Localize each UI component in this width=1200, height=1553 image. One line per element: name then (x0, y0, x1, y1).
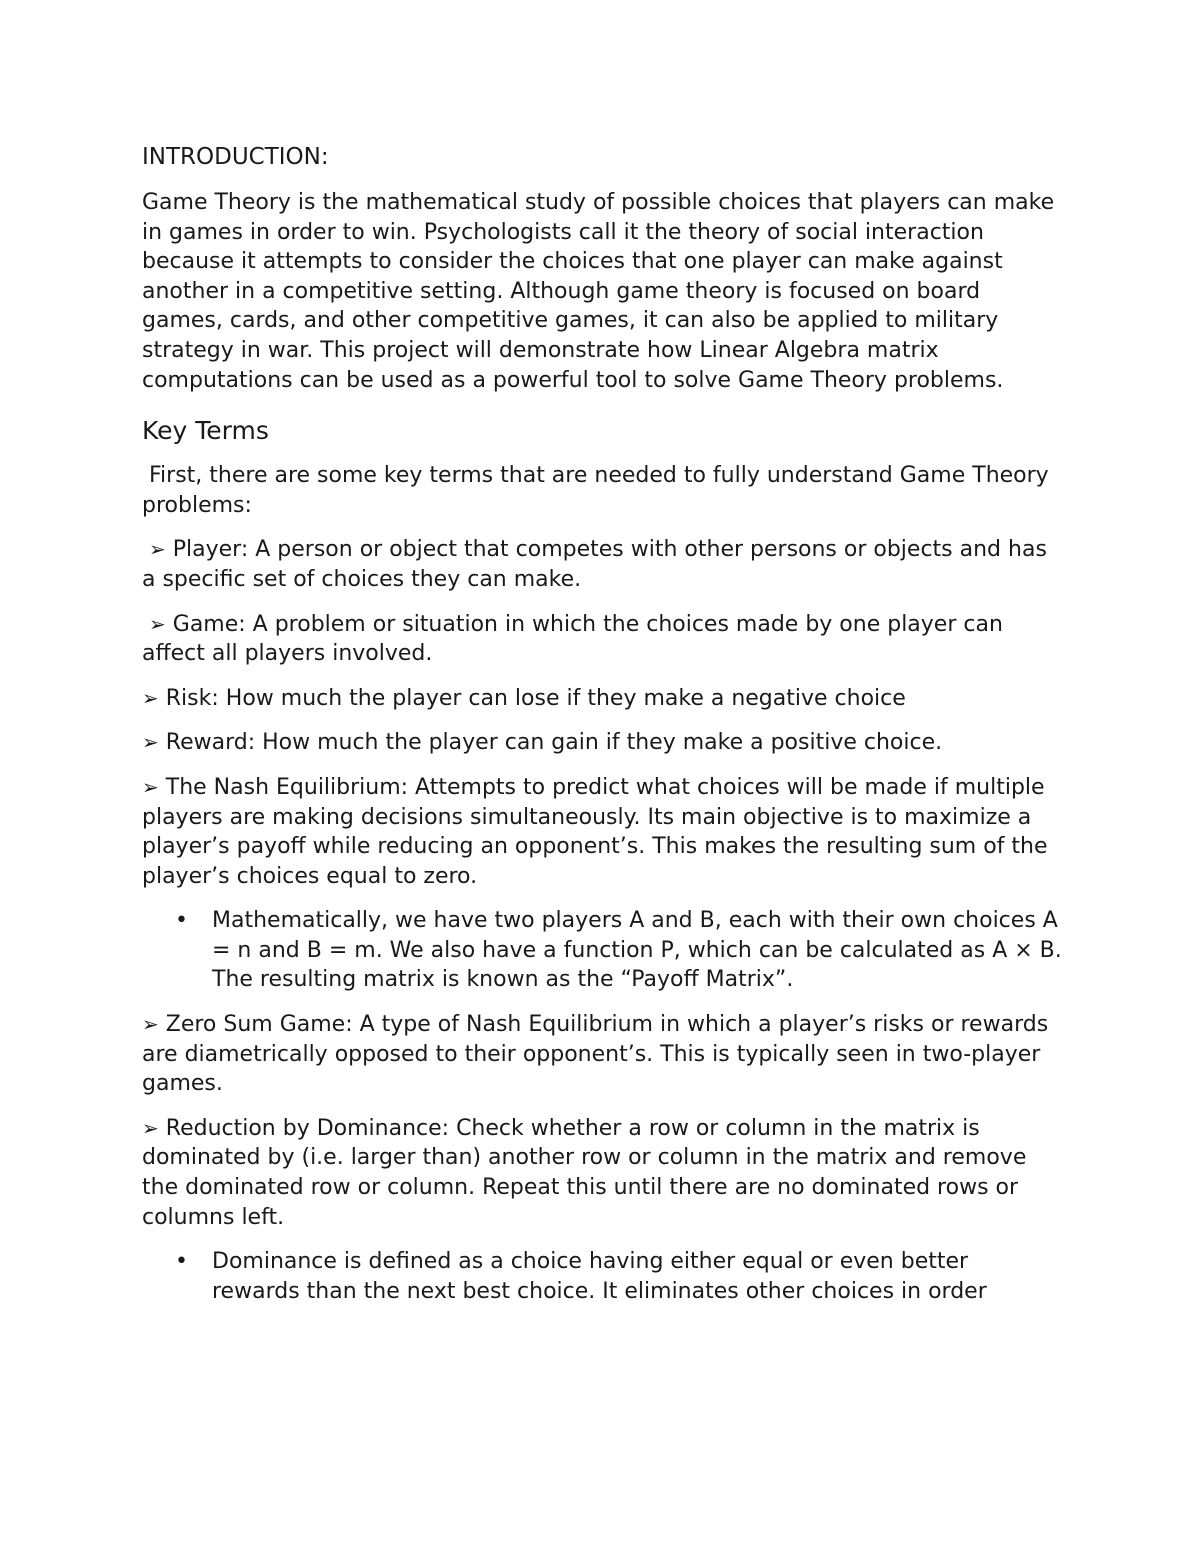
dominance-bullet-list (142, 1247, 1062, 1306)
document-page (142, 140, 1062, 1321)
term-game: ➢ Game: A problem or situation in which the choices made by one player can affect all players involved. (142, 611, 1010, 667)
list-item: • Dominance is defined as a choice having either equal or even better rewards than the next best choice. It eliminates other choices in order (175, 1249, 987, 1304)
bullet-icon: • (175, 1249, 188, 1275)
arrow-marker-icon: ➢ (149, 611, 166, 636)
arrow-marker-icon: ➢ (142, 774, 159, 799)
arrow-marker-icon: ➢ (142, 685, 159, 710)
introduction-paragraph: Game Theory is the mathematical study of possible choices that players can make in games in order to win. Psychologists call it the theory of social interaction because it attempts to consider the choices that one player can make against another in a competitive setting. Although game theory is focused on board games, cards, and other competitive games, it can also be applied to military strategy in war. This project will demonstrate how Linear Algebra matrix computations can be used as a powerful tool to solve Game Theory problems. (142, 190, 1055, 393)
key-terms-lead: First, there are some key terms that are needed to fully understand Game Theory problems: (142, 463, 1056, 518)
arrow-marker-icon: ➢ (142, 1012, 159, 1037)
term-player: ➢ Player: A person or object that competes with other persons or objects and has a specific set of choices they can make. (142, 537, 1054, 592)
arrow-marker-icon: ➢ (142, 730, 159, 755)
key-terms-heading: Key Terms (142, 416, 269, 446)
term-nash-equilibrium: ➢ The Nash Equilibrium: Attempts to predict what choices will be made if multiple players are making decisions simultaneously. Its main objective is to maximize a player’s payoff while reducing an opponent’s. This makes the resulting sum of the player’s choices equal to zero. (142, 774, 1048, 889)
term-zero-sum-game: ➢ Zero Sum Game: A type of Nash Equilibrium in which a player’s risks or rewards are diametrically opposed to their opponent’s. This is typically seen in two-player games. (142, 1012, 1049, 1097)
arrow-marker-icon: ➢ (149, 537, 166, 562)
list-item: • Mathematically, we have two players A and B, each with their own choices A = n and B = m. We also have a function P, which can be calculated as A × B. The resulting matrix is known as the “Payoff Matrix”. (175, 908, 1062, 993)
term-reward: ➢ Reward: How much the player can gain if they make a positive choice. (142, 730, 943, 756)
arrow-marker-icon: ➢ (142, 1115, 159, 1140)
nash-bullet-list (142, 906, 1062, 995)
term-reduction-by-dominance: ➢ Reduction by Dominance: Check whether a row or column in the matrix is dominated by (i.e. larger than) another row or column in the matrix and remove the dominated row or column. Repeat this until there are no dominated rows or columns left. (142, 1115, 1027, 1230)
term-risk: ➢ Risk: How much the player can lose if they make a negative choice (142, 685, 906, 711)
bullet-icon: • (175, 908, 188, 934)
introduction-heading: INTRODUCTION: (142, 144, 329, 170)
